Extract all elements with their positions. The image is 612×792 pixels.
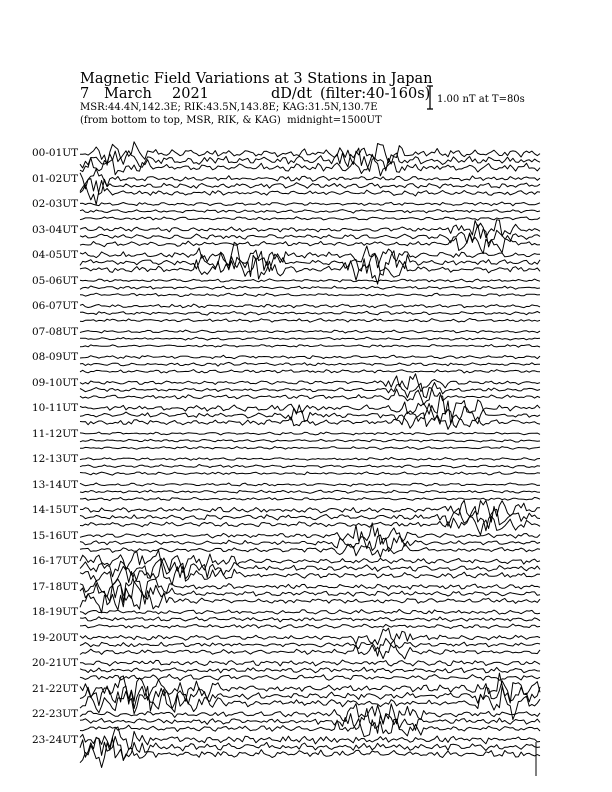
trace-rik-row-1 [80, 179, 540, 195]
trace-msr-row-7 [80, 345, 540, 348]
trace-msr-row-3 [80, 233, 540, 254]
trace-kag-row-7 [80, 330, 540, 333]
quantity-label: dD/dt [271, 86, 312, 102]
row-label: 20-21UT [32, 657, 79, 669]
stations-line: MSR:44.4N,142.3E; RIK:43.5N,143.8E; KAG:31.5N,130.7E [80, 102, 378, 113]
trace-msr-row-13 [80, 497, 540, 500]
date-month: March [104, 86, 152, 102]
row-label: 11-12UT [32, 427, 79, 440]
trace-msr-row-5 [80, 293, 540, 296]
trace-kag-row-2 [80, 202, 540, 206]
trace-kag-row-11 [80, 432, 540, 435]
row-label: 21-22UT [32, 682, 79, 695]
date-day: 7 [80, 86, 90, 102]
chart-title: Magnetic Field Variations at 3 Stations in Japan [80, 71, 433, 87]
trace-rik-row-2 [80, 210, 540, 214]
trace-kag-row-6 [80, 304, 540, 308]
trace-kag-row-12 [80, 457, 540, 460]
trace-rik-row-20 [80, 667, 540, 673]
row-label: 04-05UT [32, 249, 79, 261]
row-label: 08-09UT [32, 351, 79, 363]
date-year: 2021 [172, 86, 209, 102]
row-label: 09-10UT [32, 376, 79, 389]
row-label: 06-07UT [32, 300, 79, 312]
trace-msr-row-16 [80, 562, 540, 585]
trace-kag-row-18 [80, 609, 540, 614]
trace-msr-row-12 [80, 472, 540, 475]
trace-rik-row-13 [80, 490, 540, 493]
trace-rik-row-11 [80, 439, 540, 442]
row-label: 22-23UT [32, 708, 79, 720]
trace-msr-row-19 [80, 641, 540, 660]
trace-msr-row-6 [80, 319, 540, 323]
trace-msr-row-14 [80, 516, 540, 535]
row-label: 02-03UT [32, 198, 79, 210]
trace-rik-row-8 [80, 362, 540, 366]
row-label: 07-08UT [32, 325, 79, 338]
row-label: 05-06UT [32, 274, 79, 287]
trace-kag-row-5 [80, 279, 540, 282]
trace-rik-row-4 [80, 251, 540, 277]
trace-msr-row-8 [80, 370, 540, 373]
trace-kag-row-0 [80, 142, 540, 165]
row-label: 12-13UT [32, 453, 79, 465]
trace-kag-row-20 [80, 660, 540, 666]
row-label: 13-14UT [32, 478, 79, 491]
row-label: 10-11UT [32, 402, 79, 414]
trace-kag-row-14 [80, 500, 540, 522]
trace-rik-row-9 [80, 383, 540, 398]
row-label: 17-18UT [32, 580, 79, 593]
trace-msr-row-2 [80, 217, 540, 221]
row-label: 03-04UT [32, 223, 79, 236]
row-label: 01-02UT [32, 172, 79, 185]
trace-rik-row-6 [80, 311, 540, 315]
trace-msr-row-11 [80, 447, 540, 450]
row-label: 23-24UT [32, 733, 79, 746]
trace-rik-row-14 [80, 506, 540, 530]
trace-rik-row-5 [80, 286, 540, 289]
row-label: 16-17UT [32, 555, 79, 567]
trace-rik-row-18 [80, 617, 540, 622]
trace-msr-row-18 [80, 624, 540, 629]
trace-group [80, 142, 540, 768]
midnight-note: midnight=1500UT [287, 115, 382, 126]
row-label: 18-19UT [32, 606, 79, 618]
row-label: 19-20UT [32, 631, 79, 644]
scale-label: 1.00 nT at T=80s [437, 94, 525, 105]
filter-label: (filter:40-160s) [320, 86, 431, 102]
trace-rik-row-21 [80, 681, 540, 711]
trace-msr-row-20 [80, 674, 540, 680]
trace-rik-row-7 [80, 337, 540, 340]
trace-msr-row-15 [80, 543, 540, 557]
row-label: 00-01UT [32, 147, 79, 159]
trace-kag-row-19 [80, 628, 540, 644]
trace-kag-row-13 [80, 483, 540, 486]
trace-kag-row-10 [80, 396, 540, 424]
trace-rik-row-12 [80, 465, 540, 468]
trace-kag-row-8 [80, 355, 540, 358]
row-label: 15-16UT [32, 529, 79, 542]
order-note-text: (from bottom to top, MSR, RIK, & KAG) [80, 115, 281, 126]
row-label: 14-15UT [32, 504, 79, 516]
trace-msr-row-9 [80, 388, 540, 404]
